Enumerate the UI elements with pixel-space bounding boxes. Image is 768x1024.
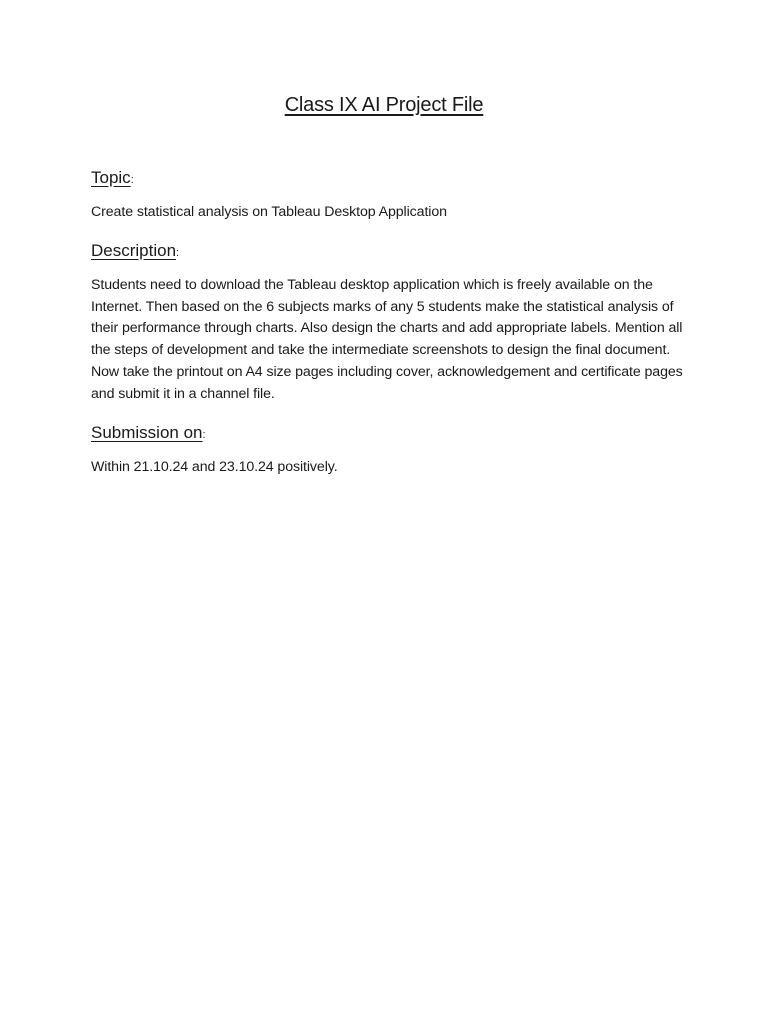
description-heading — [91, 241, 691, 261]
topic-body: Create statistical analysis on Tableau Desktop Application — [91, 204, 447, 220]
description-heading-text: Description — [91, 241, 177, 260]
submission-heading-colon: : — [202, 429, 206, 441]
topic-heading-text: Topic — [91, 168, 131, 187]
description-section — [91, 241, 691, 405]
topic-heading-colon: : — [130, 174, 134, 186]
document-title: Class IX AI Project File — [284, 94, 484, 116]
description-heading-colon: : — [176, 247, 180, 259]
topic-heading — [91, 168, 691, 188]
submission-section — [91, 423, 691, 479]
topic-section — [91, 168, 691, 224]
submission-heading — [91, 423, 691, 443]
description-body: Students need to download the Tableau desktop application which is freely available on the Internet. Then based on the 6 subjects marks of any 5 students make the statistical analysis of their performance through charts. Also design the charts and add appropriate labels. Mention all the steps of development and take the intermediate screenshots to design the final document. Now take the printout on A4 size pages including cover, acknowledgement and certificate pages and submit it in a channel file. — [91, 277, 683, 402]
submission-heading-text: Submission on — [91, 423, 203, 442]
submission-body: Within 21.10.24 and 23.10.24 positively. — [91, 459, 338, 475]
